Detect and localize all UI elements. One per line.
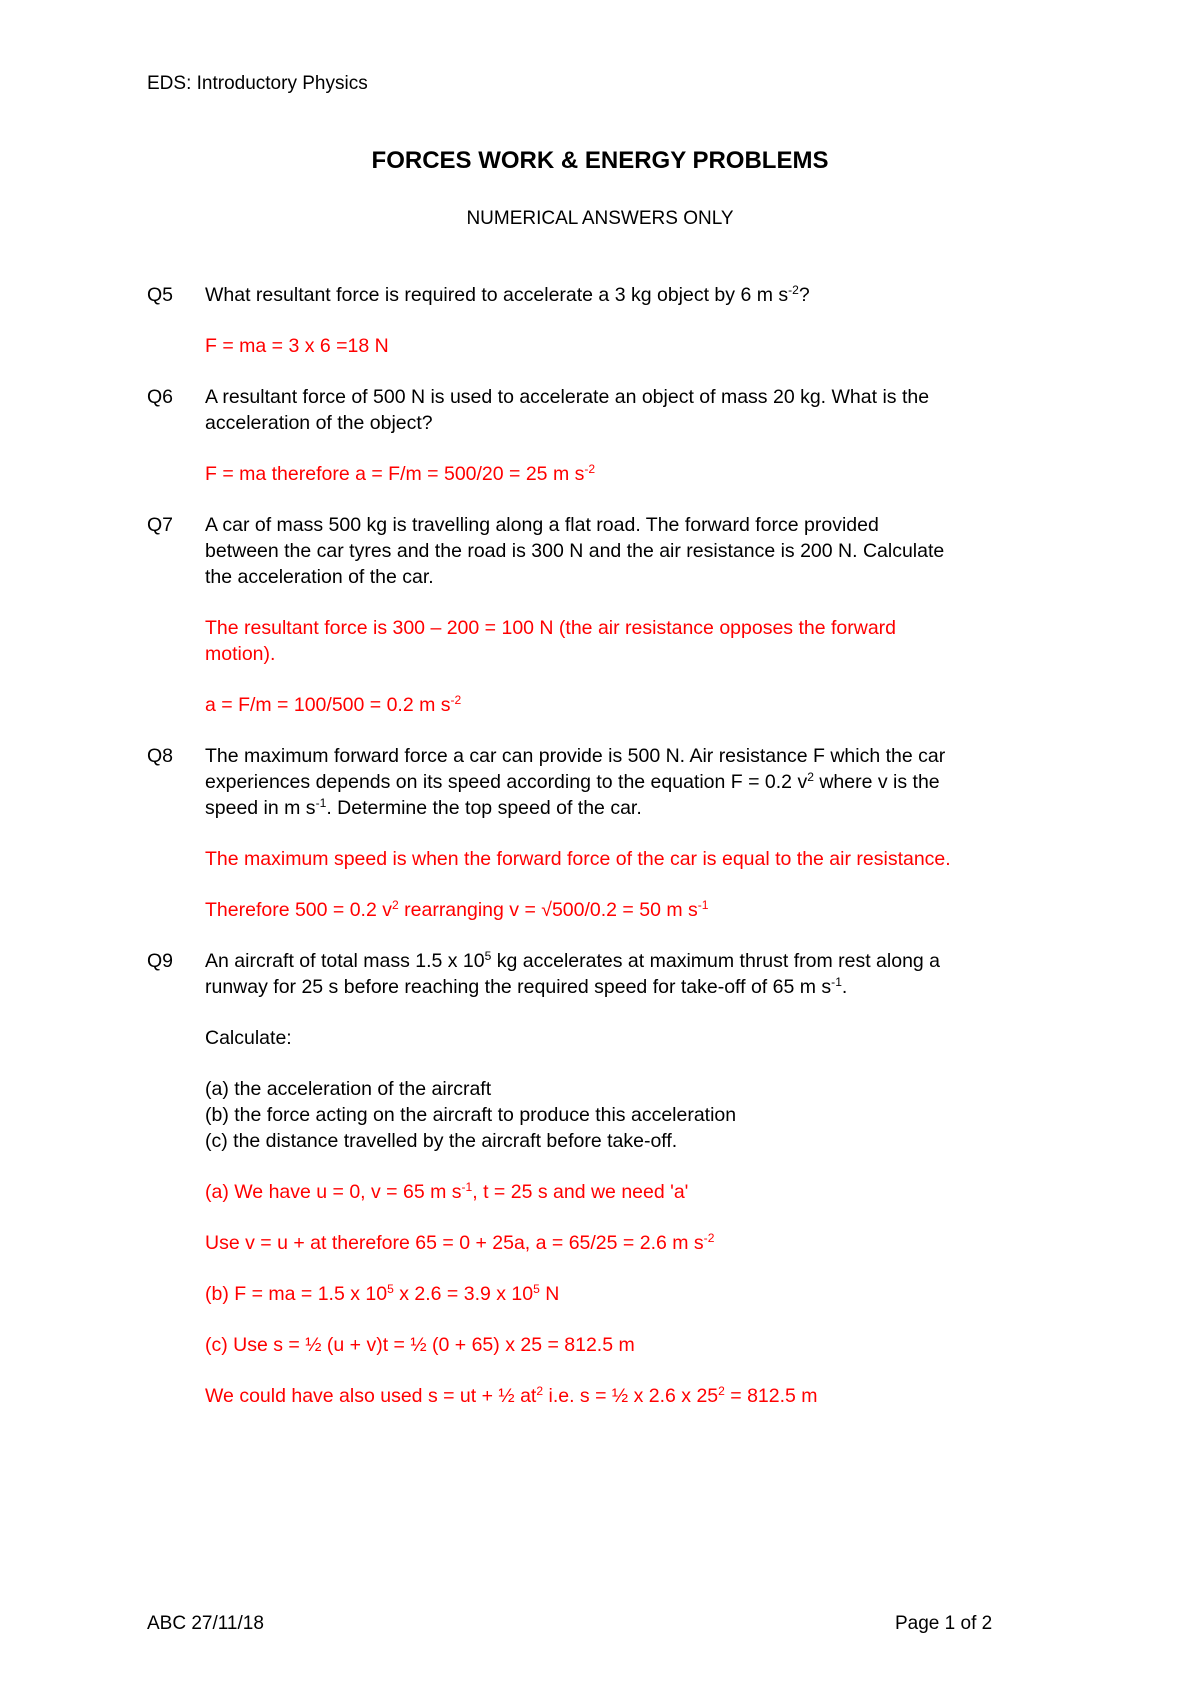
question-text-q8-line3: speed in m $s^{-1}$. Determine the top speed of the car. (205, 796, 642, 819)
page-header: EDS: Introductory Physics (147, 73, 368, 94)
question-number-q8: Q8 (147, 745, 174, 767)
question-text-q7-line1: A car of mass 500 kg is travelling along a flat road. The forward force provided (205, 514, 879, 536)
question-text-q6-line2: acceleration of the object? (205, 412, 433, 434)
answer-q9-a-line2: Use v = u + at therefore 65 = 0 + 25a, a = 65/25 = 2.6 m $s^{-2}$ (205, 1231, 715, 1254)
question-text-q9-line1: An aircraft of total mass 1.5 x $10^5$ kg accelerates at maximum thrust from rest along a (205, 949, 941, 972)
page-number: Page 1 of 2 (895, 1613, 993, 1634)
answer-q7-line1: The resultant force is 300 – 200 = 100 N (the air resistance opposes the forward (205, 617, 897, 639)
answer-q5: F = ma = 3 x 6 =18 N (205, 335, 389, 357)
page-title: FORCES WORK & ENERGY PROBLEMS (371, 147, 829, 174)
question-number-q9: Q9 (147, 950, 174, 972)
answer-q7-line2: motion). (205, 643, 276, 665)
question-text-q8-line1: The maximum forward force a car can provide is 500 N. Air resistance F which the car (205, 745, 946, 767)
page-subtitle: NUMERICAL ANSWERS ONLY (466, 208, 734, 229)
q9-part-a: (a) the acceleration of the aircraft (205, 1078, 492, 1100)
q9-part-b: (b) the force acting on the aircraft to produce this acceleration (205, 1104, 737, 1126)
question-number-q7: Q7 (147, 514, 174, 536)
q9-part-c: (c) the distance travelled by the aircraft before take-off. (205, 1130, 678, 1152)
answer-q8-line1: The maximum speed is when the forward force of the car is equal to the air resistance. (205, 848, 951, 870)
question-text-q6-line1: A resultant force of 500 N is used to accelerate an object of mass 20 kg. What is the (205, 386, 930, 408)
question-text-q7-line3: the acceleration of the car. (205, 566, 434, 588)
question-text-q9-line2: runway for 25 s before reaching the required speed for take-off of 65 m $s^{-1}$. (205, 975, 848, 998)
footer-author-date: ABC 27/11/18 (147, 1613, 264, 1634)
question-number-q5: Q5 (147, 284, 174, 306)
answer-q9-a-line1: (a) We have u = 0, v = 65 m $s^{-1}$, t = 25 s and we need 'a' (205, 1180, 689, 1203)
answer-q7-formula: a = F/m = 100/500 = 0.2 m $s^{-2}$ (205, 693, 462, 716)
answer-q9-b: (b) F = ma = 1.5 x $10^5$ x 2.6 = 3.9 x $10^5$ N (205, 1282, 560, 1305)
calculate-label: Calculate: (205, 1027, 292, 1049)
answer-q8-line2: Therefore 500 = 0.2 $v^2$ rearranging v = √500/0.2 = 50 m $s^{-1}$ (205, 898, 709, 921)
answer-q6: F = ma therefore a = F/m = 500/20 = 25 m $s^{-2}$ (205, 462, 596, 485)
question-number-q6: Q6 (147, 386, 174, 408)
question-text-q5: What resultant force is required to accelerate a 3 kg object by 6 m $s^{-2}$? (205, 283, 810, 306)
answer-q9-c: (c) Use s = ½ (u + v)t = ½ (0 + 65) x 25 = 812.5 m (205, 1334, 635, 1356)
question-text-q7-line2: between the car tyres and the road is 300 N and the air resistance is 200 N. Calculate (205, 540, 945, 562)
answer-q9-c-alt: We could have also used s = ut + ½ $at^2$ i.e. s = ½ x 2.6 x $25^2 = 812.5$ m (205, 1384, 818, 1407)
question-text-q8-line2: experiences depends on its speed according to the equation F = 0.2 $v^2$ where v is the (205, 770, 940, 793)
